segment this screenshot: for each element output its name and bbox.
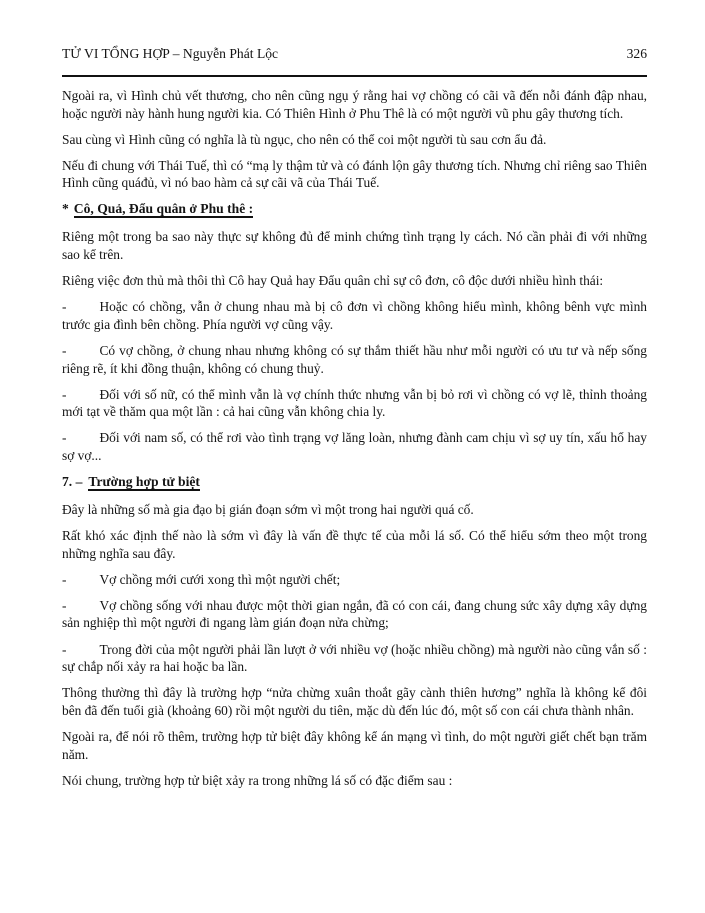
body-paragraph: Sau cùng vì Hình cũng có nghĩa là tù ngục, cho nên có thể coi một người tù sau cơn ẩu đả.: [62, 131, 547, 147]
heading-number: 7. –: [62, 474, 83, 489]
bullet-text: Vợ chồng sống với nhau được một thời gian ngắn, đã có con cái, đang chung sức xây dựng xây dựng sản nghiệp thì một người đi ngang làm gián đoạn nửa chừng;: [62, 597, 647, 631]
heading-text: Cô, Quả, Đẩu quân ở Phu thê :: [73, 201, 254, 217]
section-heading-tu-biet: [62, 473, 647, 491]
heading-marker: *: [62, 201, 69, 217]
bullet-item: [62, 571, 647, 589]
bullet-dash: -: [62, 597, 67, 613]
bullet-dash: -: [62, 299, 67, 315]
bullet-text: Hoặc có chồng, vẫn ở chung nhau mà bị cô đơn vì chồng không hiểu mình, không bênh vực mình trước gia đình bên chồng. Phía người vợ cũng vậy.: [62, 299, 647, 332]
bullet-text: Vợ chồng mới cưới xong thì một người chết;: [99, 571, 341, 587]
bullet-item: [62, 429, 647, 464]
page-number: 326: [626, 46, 647, 61]
bullet-dash: -: [62, 571, 67, 587]
bullet-text: Đối với số nữ, có thể mình vẫn là vợ chính thức nhưng vẫn bị bỏ rơi vì chồng có vợ lẽ, thỉnh thoảng mới tạt về thăm qua một lần : cả hai cũng vẫn không chia ly.: [62, 386, 647, 420]
bullet-text: Có vợ chồng, ở chung nhau nhưng không có sự thắm thiết hầu như mỗi người có ưu tư và nếp sống riêng rẽ, ít khi đồng thuận, không có chung thuỷ.: [62, 342, 647, 376]
body-paragraph: Riêng một trong ba sao này thực sự không đủ để minh chứng tình trạng ly cách. Nó cần phải đi với những sao kể trên.: [62, 229, 647, 263]
bullet-item: [62, 641, 647, 676]
body-paragraph: Ngoài ra, để nói rõ thêm, trường hợp tử biệt đây không kể án mạng vì tình, do một người giết chết bạn trăm năm.: [62, 728, 647, 762]
heading-text: Trường hợp tử biệt: [88, 474, 200, 489]
body-paragraph: Riêng việc đơn thủ mà thôi thì Cô hay Quả hay Đẩu quân chỉ sự cô đơn, cô độc dưới nhiều hình thái:: [62, 273, 604, 289]
page-header: [62, 46, 647, 62]
body-paragraph: Nói chung, trường hợp tử biệt xảy ra trong những lá số có đặc điểm sau :: [62, 772, 453, 788]
bullet-item: [62, 386, 647, 421]
header-rule: [62, 75, 647, 77]
body-paragraph: Thông thường thì đây là trường hợp “nửa chừng xuân thoắt gãy cành thiên hương” nghĩa là không kể đôi bên đã đến tuổi già (khoảng 60) rồi một người du tiên, mặc dù đến lúc đó, một số con cái chưa thành nhân.: [62, 685, 647, 718]
bullet-text: Trong đời của một người phải lần lượt ở với nhiều vợ (hoặc nhiều chồng) mà người nào cũng vắn số : sự chắp nối xảy ra hai hoặc ba lần.: [62, 641, 647, 675]
body-paragraph: Rất khó xác định thế nào là sớm vì đây là vấn đề thực tế của mỗi lá số. Có thể hiểu sớm theo một trong những nghĩa sau đây.: [62, 528, 647, 561]
section-heading-co-qua: [62, 200, 647, 218]
bullet-dash: -: [62, 430, 67, 446]
bullet-dash: -: [62, 641, 67, 657]
running-title: TỬ VI TỔNG HỢP – Nguyễn Phát Lộc: [62, 46, 279, 61]
body-paragraph: Đây là những số mà gia đạo bị gián đoạn sớm vì một trong hai người quá cố.: [62, 502, 474, 517]
body-paragraph: Ngoài ra, vì Hình chủ vết thương, cho nên cũng ngụ ý rằng hai vợ chồng có cãi vã đến nỗi đánh đập nhau, hoặc người này hành hung người kia. Có Thiên Hình ở Phu Thê là có một người vũ phu gây thương tích.: [62, 88, 647, 121]
bullet-text: Đối với nam số, có thể rơi vào tình trạng vợ lăng loàn, nhưng đành cam chịu vì sợ uy tín, xấu hổ hay sợ vợ...: [62, 430, 647, 463]
bullet-item: [62, 342, 647, 377]
bullet-item: [62, 597, 647, 632]
bullet-dash: -: [62, 386, 67, 402]
bullet-dash: -: [62, 342, 67, 358]
body-paragraph: Nếu đi chung với Thái Tuế, thì có “mạ ly thậm tử và có đánh lộn gây thương tích. Nhưng chỉ riêng sao Thiên Hình cũng quáđủ, vì nó bao hàm cả sự cãi vã của Thái Tuế.: [62, 157, 647, 191]
bullet-item: [62, 298, 647, 333]
